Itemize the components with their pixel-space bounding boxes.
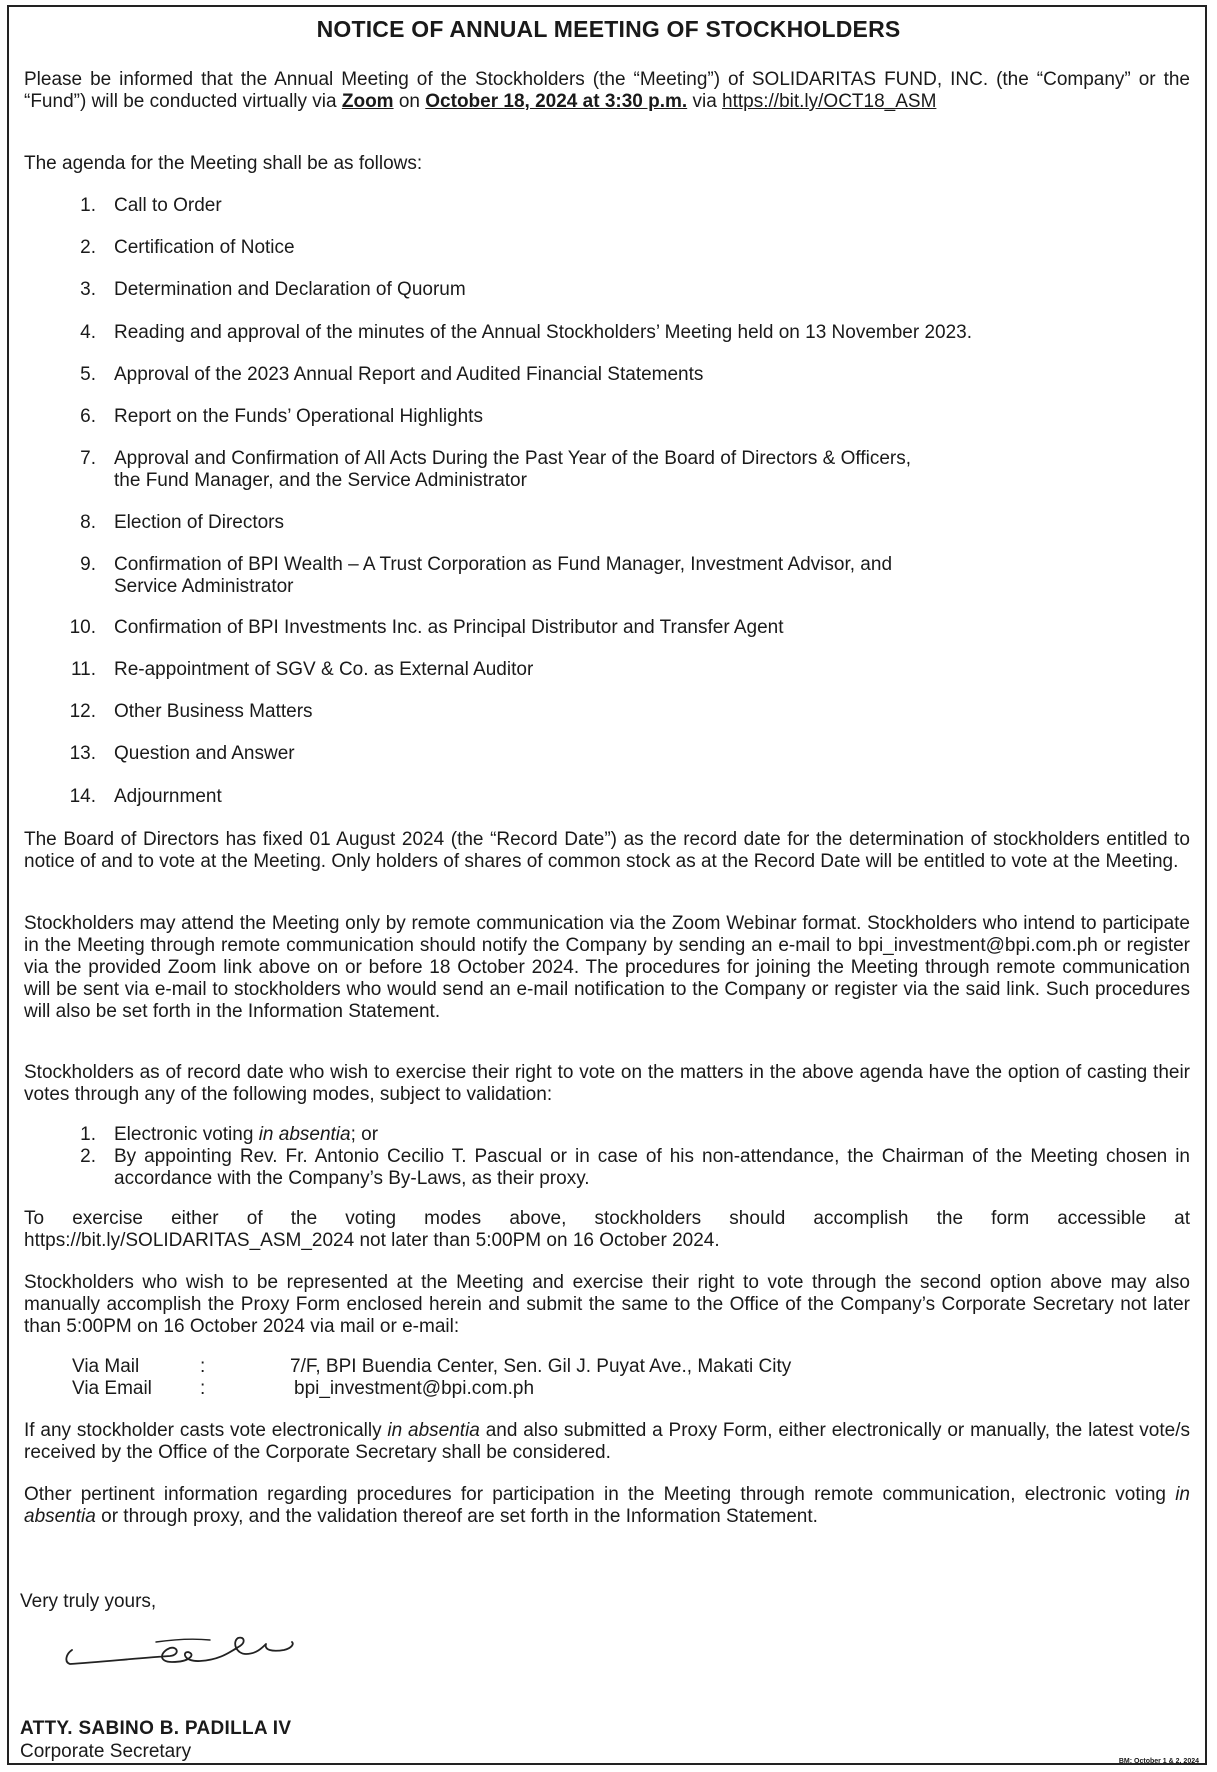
agenda-text (114, 554, 1174, 598)
agenda-number: 8. (80, 512, 96, 533)
agenda-text: Report on the Funds’ Operational Highlights (114, 406, 483, 427)
voting-mode-number: 2. (80, 1146, 96, 1167)
other-info-text-pre: Other pertinent information regarding procedures for participation in the Meeting through remote communication, electronic voting (24, 1484, 1176, 1505)
agenda-text: Approval of the 2023 Annual Report and Audited Financial Statements (114, 364, 704, 385)
absentia-paragraph (24, 1420, 1190, 1464)
contact-colon: : (200, 1356, 206, 1377)
mail-address: 7/F, BPI Buendia Center, Sen. Gil J. Puyat Ave., Makati City (290, 1356, 792, 1377)
agenda-number: 10. (69, 617, 96, 638)
closing-salutation: Very truly yours, (20, 1591, 157, 1612)
agenda-number: 11. (70, 659, 96, 680)
page-title: NOTICE OF ANNUAL MEETING OF STOCKHOLDERS (316, 16, 901, 42)
agenda-text-line: Approval and Confirmation of All Acts During the Past Year of the Board of Directors & Officers, (114, 448, 911, 469)
voting-mode-text-pre: Electronic voting (114, 1124, 259, 1145)
agenda-number: 4. (80, 322, 96, 343)
agenda-text: Election of Directors (114, 512, 285, 533)
signer-name: ATTY. SABINO B. PADILLA IV (20, 1718, 292, 1739)
meeting-date: October 18, 2024 at 3:30 p.m. (425, 91, 688, 112)
other-info-text-post: or through proxy, and the validation thereof are set forth in the Information Statement. (95, 1506, 818, 1527)
agenda-text: Determination and Declaration of Quorum (114, 279, 466, 300)
agenda-text (114, 448, 1174, 492)
agenda-text-line: Confirmation of BPI Wealth – A Trust Corporation as Fund Manager, Investment Advisor, and (114, 554, 893, 575)
absentia-text-emphasis: in absentia (387, 1420, 480, 1441)
voting-mode-text: By appointing Rev. Fr. Antonio Cecilio T. Pascual or in case of his non-attendance, the Chairman of the Meeting chosen in accordance with the Company’s By-Laws, as their proxy. (114, 1146, 1190, 1189)
meeting-platform: Zoom (341, 91, 394, 112)
agenda-number: 1. (80, 195, 96, 216)
proxy-paragraph: Stockholders who wish to be represented at the Meeting and exercise their right to vote through the second option above may also manually accomplish the Proxy Form enclosed herein and submit the same to the Office of the Company’s Corporate Secretary not later than 5:00PM on 16 October 2024 via mail or e-mail: (24, 1272, 1190, 1337)
agenda-number: 13. (69, 743, 96, 764)
voting-mode-number: 1. (80, 1124, 96, 1145)
agenda-number: 6. (80, 406, 96, 427)
footer-note: BM: October 1 & 2, 2024 (1118, 1758, 1199, 1765)
agenda-intro: The agenda for the Meeting shall be as follows: (24, 153, 423, 174)
agenda-number: 14. (69, 786, 96, 807)
signer-title: Corporate Secretary (20, 1741, 192, 1762)
exercise-paragraph: To exercise either of the voting modes above, stockholders should accomplish the form accessible at https://bit.ly/SOLIDARITAS_ASM_2024 not later than 5:00PM on 16 October 2024. (24, 1208, 1190, 1251)
intro-text-1: Please be informed that the Annual Meeting of the Stockholders (the “Meeting”) of SOLIDARITAS FUND, INC. (the “Company” or the “Fund”) will be conducted virtually via (24, 69, 1190, 112)
agenda-number: 9. (80, 554, 96, 575)
agenda-text: Certification of Notice (114, 237, 295, 258)
absentia-text-post: and also submitted a Proxy Form, either electronically or manually, the latest vote/s received by the Office of the Corporate Secretary shall be considered. (24, 1420, 1190, 1463)
agenda-text: Other Business Matters (114, 701, 313, 722)
other-info-text-emphasis: in absentia (24, 1484, 1190, 1527)
voting-mode-text-emphasis: in absentia (258, 1124, 351, 1145)
voting-intro-paragraph: Stockholders as of record date who wish to exercise their right to vote on the matters in the above agenda have the option of casting their votes through any of the following modes, subject to validation: (24, 1062, 1190, 1105)
agenda-text-line: Service Administrator (114, 576, 294, 597)
contact-label: Via Email (72, 1378, 152, 1399)
agenda-number: 5. (80, 364, 96, 385)
intro-text-3: via (687, 91, 723, 112)
email-address[interactable]: bpi_investment@bpi.com.ph (294, 1378, 535, 1399)
voting-mode-text (114, 1124, 1190, 1146)
other-info-paragraph (24, 1484, 1190, 1528)
agenda-number: 12. (69, 701, 96, 722)
meeting-link[interactable]: https://bit.ly/OCT18_ASM (722, 91, 937, 112)
agenda-text: Adjournment (114, 786, 222, 807)
intro-text-2: on (393, 91, 426, 112)
agenda-number: 2. (80, 237, 96, 258)
agenda-text: Confirmation of BPI Investments Inc. as Principal Distributor and Transfer Agent (114, 617, 784, 638)
record-date-paragraph: The Board of Directors has fixed 01 August 2024 (the “Record Date”) as the record date for the determination of stockholders entitled to notice of and to vote at the Meeting. Only holders of shares of common stock as at the Record Date will be entitled to vote at the Meeting. (24, 829, 1190, 872)
agenda-number: 7. (80, 448, 96, 469)
agenda-text-line: the Fund Manager, and the Service Administrator (114, 470, 527, 491)
agenda-text: Call to Order (114, 195, 222, 216)
agenda-number: 3. (80, 279, 96, 300)
agenda-text: Reading and approval of the minutes of the Annual Stockholders’ Meeting held on 13 November 2023. (114, 322, 973, 343)
contact-label: Via Mail (72, 1356, 140, 1377)
agenda-text: Re-appointment of SGV & Co. as External Auditor (114, 659, 534, 680)
remote-participation-paragraph: Stockholders may attend the Meeting only by remote communication via the Zoom Webinar format. Stockholders who intend to participate in the Meeting through remote communication should notify the Company by sending an e-mail to bpi_investment@bpi.com.ph or register via the provided Zoom link above on or before 18 October 2024. The procedures for joining the Meeting through remote communication will be sent via e-mail to stockholders who would send an e-mail notification to the Company or register via the said link. Such procedures will also be set forth in the Information Statement. (24, 913, 1190, 1022)
intro-paragraph (24, 69, 1190, 113)
agenda-text: Question and Answer (114, 743, 295, 764)
signature-icon (60, 1628, 300, 1674)
absentia-text-pre: If any stockholder casts vote electronically (24, 1420, 388, 1441)
voting-mode-text-post: ; or (350, 1124, 379, 1145)
contact-colon: : (200, 1378, 206, 1399)
